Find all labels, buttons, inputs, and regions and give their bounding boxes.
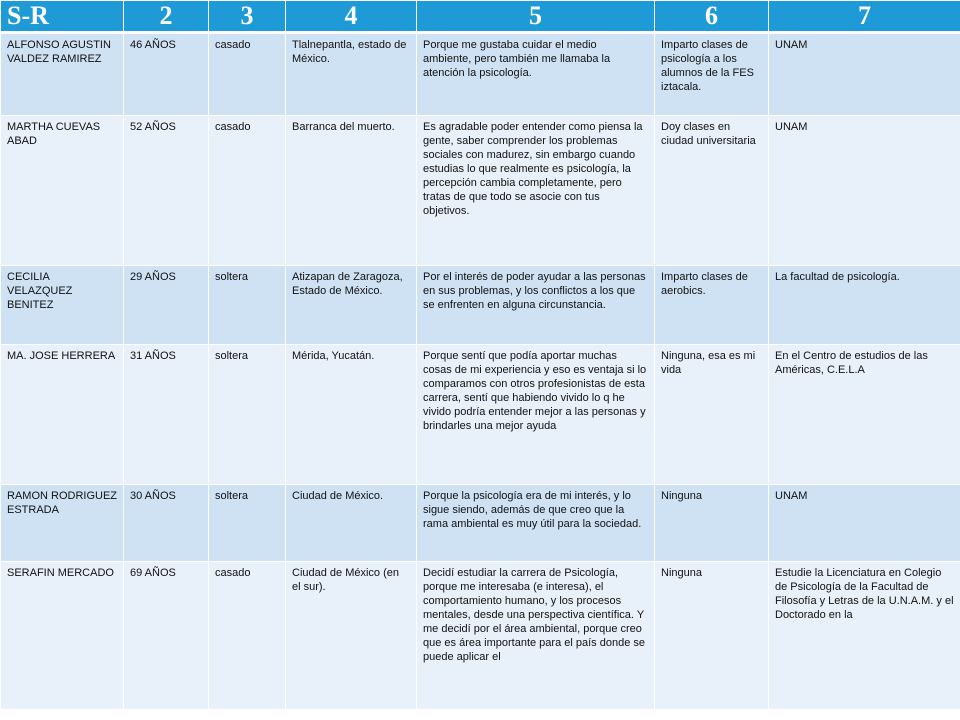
- cell-reason: Porque me gustaba cuidar el medio ambiente, pero también me llamaba la atención la psicología.: [417, 33, 655, 116]
- header-cell-sr: S-R: [1, 1, 124, 33]
- cell-reason: Por el interés de poder ayudar a las personas en sus problemas, y los conflictos a los que se enfrenten en alguna circunstancia.: [417, 266, 655, 345]
- cell-status: soltera: [209, 485, 286, 562]
- cell-school: UNAM: [769, 485, 960, 562]
- cell-place: Mérida, Yucatán.: [286, 345, 417, 485]
- cell-name: MARTHA CUEVAS ABAD: [1, 116, 124, 266]
- cell-place: Atizapan de Zaragoza, Estado de México.: [286, 266, 417, 345]
- cell-name: SERAFIN MERCADO: [1, 562, 124, 710]
- table-row: [1, 485, 960, 562]
- cell-reason: Porque sentí que podía aportar muchas cosas de mi experiencia y eso es ventaja si lo comparamos con otros profesionistas de esta carrera, sentí que habiendo vivido lo q he vivido podría entender mejor a las personas y brindarles una mejor ayuda: [417, 345, 655, 485]
- cell-place: Tlalnepantla, estado de México.: [286, 33, 417, 116]
- cell-activity: Ninguna, esa es mi vida: [655, 345, 769, 485]
- cell-activity: Doy clases en ciudad universitaria: [655, 116, 769, 266]
- cell-activity: Ninguna: [655, 485, 769, 562]
- cell-school: En el Centro de estudios de las Américas, C.E.L.A: [769, 345, 960, 485]
- cell-status: casado: [209, 116, 286, 266]
- cell-status: soltera: [209, 345, 286, 485]
- cell-school: Estudie la Licenciatura en Colegio de Psicología de la Facultad de Filosofía y Letras de la U.N.A.M. y el Doctorado en la: [769, 562, 960, 710]
- cell-age: 69 AÑOS: [124, 562, 209, 710]
- cell-place: Ciudad de México.: [286, 485, 417, 562]
- cell-status: casado: [209, 33, 286, 116]
- cell-activity: Imparto clases de psicología a los alumnos de la FES iztacala.: [655, 33, 769, 116]
- header-row: [1, 1, 960, 33]
- cell-reason: Porque la psicología era de mi interés, y lo sigue siendo, además de que creo que la rama ambiental es muy útil para la sociedad.: [417, 485, 655, 562]
- header-cell-2: 2: [124, 1, 209, 33]
- cell-age: 52 AÑOS: [124, 116, 209, 266]
- cell-status: soltera: [209, 266, 286, 345]
- cell-age: 30 AÑOS: [124, 485, 209, 562]
- header-cell-4: 4: [286, 1, 417, 33]
- cell-age: 29 AÑOS: [124, 266, 209, 345]
- cell-school: La facultad de psicología.: [769, 266, 960, 345]
- table-row: [1, 33, 960, 116]
- cell-school: UNAM: [769, 116, 960, 266]
- cell-reason: Es agradable poder entender como piensa la gente, saber comprender los problemas sociales con madurez, sin embargo cuando estudias lo que realmente es psicología, la percepción cambia completamente, pero tratas de que todo se asocie con tus objetivos.: [417, 116, 655, 266]
- cell-place: Ciudad de México (en el sur).: [286, 562, 417, 710]
- cell-name: CECILIA VELAZQUEZ BENITEZ: [1, 266, 124, 345]
- cell-age: 46 AÑOS: [124, 33, 209, 116]
- table-row: [1, 266, 960, 345]
- cell-name: MA. JOSE HERRERA: [1, 345, 124, 485]
- cell-reason: Decidí estudiar la carrera de Psicología, porque me interesaba (e interesa), el comportamiento humano, y los procesos mentales, desde una perspectiva científica. Y me decidí por el área ambiental, porque creo que es área importante para el país donde se puede aplicar el: [417, 562, 655, 710]
- header-cell-6: 6: [655, 1, 769, 33]
- cell-name: ALFONSO AGUSTIN VALDEZ RAMIREZ: [1, 33, 124, 116]
- cell-age: 31 AÑOS: [124, 345, 209, 485]
- cell-activity: Ninguna: [655, 562, 769, 710]
- table-row: [1, 345, 960, 485]
- cell-name: RAMON RODRIGUEZ ESTRADA: [1, 485, 124, 562]
- header-cell-3: 3: [209, 1, 286, 33]
- table-row: [1, 116, 960, 266]
- cell-school: UNAM: [769, 33, 960, 116]
- header-cell-5: 5: [417, 1, 655, 33]
- table-row: [1, 562, 960, 710]
- header-cell-7: 7: [769, 1, 960, 33]
- cell-status: casado: [209, 562, 286, 710]
- cell-place: Barranca del muerto.: [286, 116, 417, 266]
- cell-activity: Imparto clases de aerobics.: [655, 266, 769, 345]
